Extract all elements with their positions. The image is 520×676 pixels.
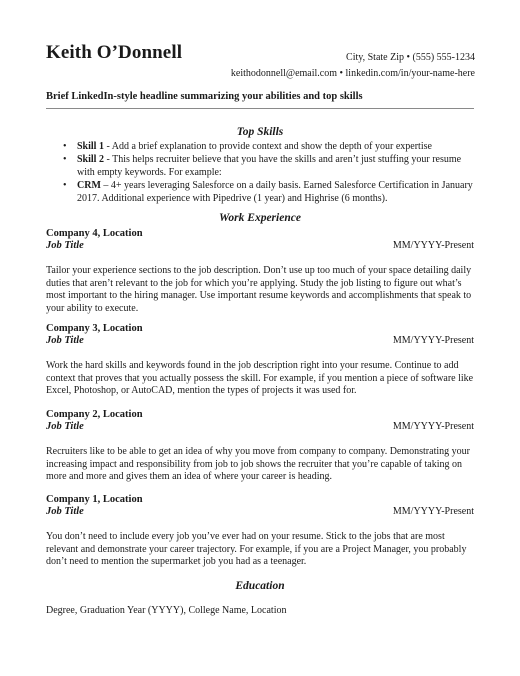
- job-company: Company 1, Location: [46, 494, 143, 505]
- job-description: You don’t need to include every job you’ve ever had on your resume. Stick to the jobs that are most relevant and demonstrate your career trajectory. For example, if you are a Project Manager, you probably don’t need to mention the supermarket job you had as a teenager.: [46, 531, 467, 568]
- skill-label: CRM: [77, 180, 101, 191]
- skills-list: [46, 140, 476, 205]
- job-description: Work the hard skills and keywords found in the job description right into your resume. Continue to add context that proves that you actually possess the skill. For example, if you mention a piece of software like Excel, Photoshop, or AutoCAD, mention the types of projects it was used for.: [46, 360, 474, 397]
- job-entry: [46, 493, 476, 569]
- job-title: Job Title: [46, 240, 84, 251]
- skill-label: Skill 2: [77, 154, 104, 165]
- bullet-icon: •: [63, 154, 67, 165]
- education-entry: Degree, Graduation Year (YYYY), College Name, Location: [46, 605, 287, 616]
- header-divider: [46, 108, 474, 109]
- job-description: Recruiters like to be able to get an idea of why you move from company to company. Demonstrating your increasing impact and responsibility from job to job shows the recruiter that you’re capable of taking on more and more and gives them an idea of where your career is heading.: [46, 446, 470, 483]
- job-title-row: [46, 506, 476, 520]
- skill-text: - This helps recruiter believe that you have the skills and aren’t just stuffing your resume with empty keywords. For example:: [77, 154, 462, 178]
- job-title-row: [46, 240, 476, 254]
- job-entry: [46, 408, 476, 484]
- job-company: Company 4, Location: [46, 228, 143, 239]
- job-title: Job Title: [46, 506, 84, 517]
- skill-item: [46, 153, 476, 179]
- job-description: Tailor your experience sections to the job description. Don’t use up too much of your space detailing daily duties that aren’t relevant to the job for which you’re applying. Study the job listing to figure out what’s most important to the hiring manager. Use important resume keywords and accomplishments that speak to your ability to execute.: [46, 265, 472, 315]
- skill-text: – 4+ years leveraging Salesforce on a daily basis. Earned Salesforce Certification in January 2017. Additional experience with Pipedrive (1 year) and Highrise (6 months).: [77, 180, 473, 204]
- job-entry: [46, 227, 476, 316]
- contact-email-linkedin: keithodonnell@email.com • linkedin.com/in/your-name-here: [230, 68, 475, 79]
- professional-headline: Brief LinkedIn-style headline summarizing your abilities and top skills: [46, 91, 363, 102]
- job-dates: MM/YYYY-Present: [392, 506, 474, 517]
- bullet-icon: •: [63, 180, 67, 191]
- job-title-row: [46, 335, 476, 349]
- job-company: Company 2, Location: [46, 409, 143, 420]
- skill-label: Skill 1: [77, 141, 104, 152]
- skills-section-title: Top Skills: [236, 126, 284, 138]
- job-title: Job Title: [46, 421, 84, 432]
- skill-text: - Add a brief explanation to provide context and show the depth of your expertise: [103, 141, 432, 152]
- skill-item: [46, 140, 476, 153]
- job-dates: MM/YYYY-Present: [392, 335, 474, 346]
- job-dates: MM/YYYY-Present: [392, 240, 474, 251]
- job-company: Company 3, Location: [46, 323, 143, 334]
- job-title-row: [46, 421, 476, 435]
- candidate-name: Keith O’Donnell: [46, 42, 183, 63]
- bullet-icon: •: [63, 141, 67, 152]
- job-dates: MM/YYYY-Present: [392, 421, 474, 432]
- experience-section-title: Work Experience: [219, 212, 301, 224]
- job-title: Job Title: [46, 335, 84, 346]
- contact-location-phone: City, State Zip • (555) 555-1234: [346, 52, 475, 63]
- education-section-title: Education: [235, 580, 285, 592]
- job-entry: [46, 322, 476, 398]
- skill-item: [46, 179, 476, 205]
